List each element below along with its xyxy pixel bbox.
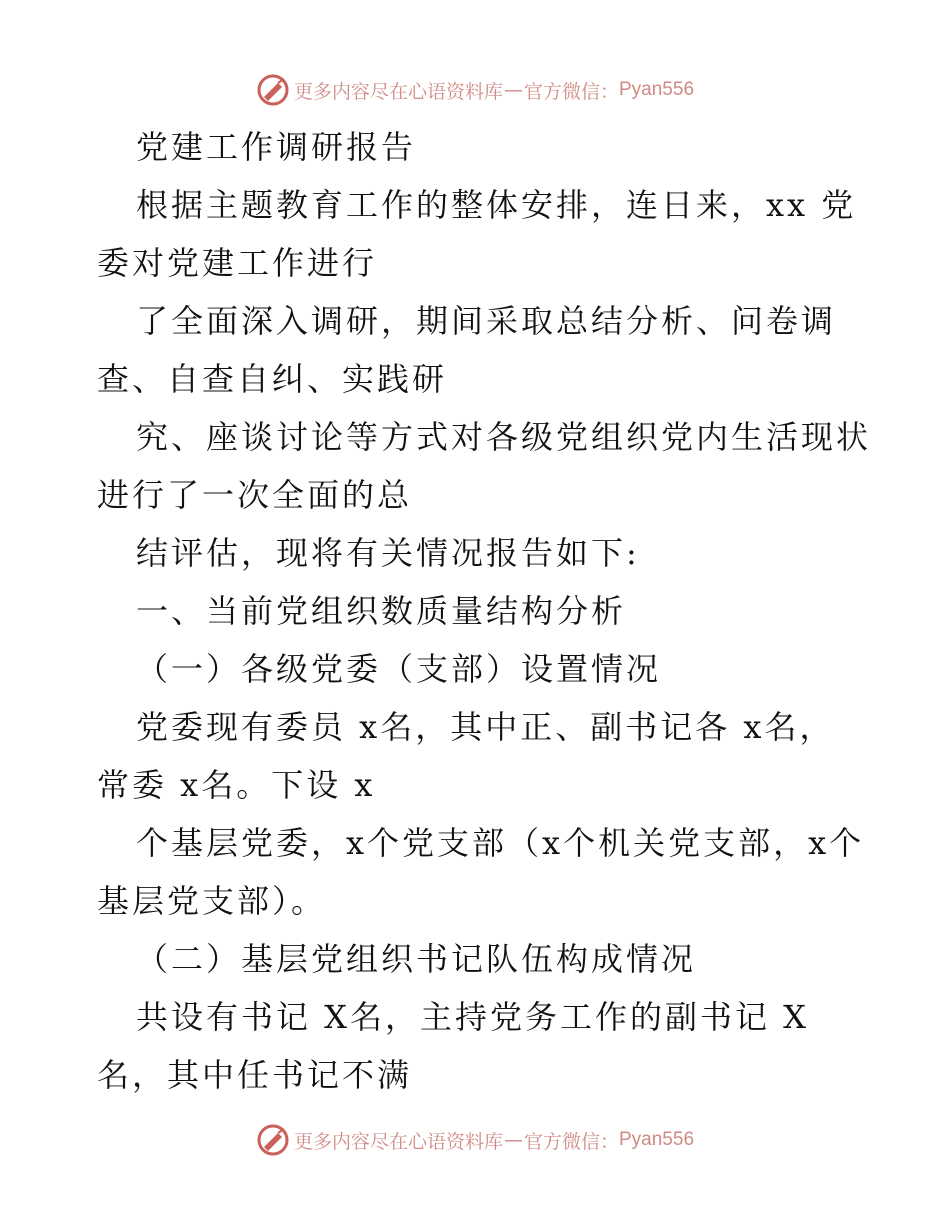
subsection-heading: （一）各级党委（支部）设置情况 <box>136 650 662 688</box>
paragraph-line: 结评估，现将有关情况报告如下: <box>136 534 640 572</box>
paragraph-line: 委对党建工作进行 <box>97 244 378 282</box>
paragraph-line: 了全面深入调研，期间采取总结分析、问卷调 <box>136 302 837 340</box>
watermark-contact-label: 官方微信： <box>523 80 619 103</box>
subsection-heading: （二）基层党组织书记队伍构成情况 <box>136 940 697 978</box>
pen-seal-logo-icon <box>256 73 290 107</box>
watermark-main-text: 更多内容尽在心语资料库 <box>293 80 503 103</box>
watermark-separator: — <box>503 79 523 101</box>
paragraph-line: 名，其中任书记不满 <box>97 1056 413 1094</box>
watermark-separator: — <box>503 1129 523 1151</box>
section-heading: 一、当前党组织数质量结构分析 <box>136 592 627 630</box>
paragraph-line: 个基层党委，x个党支部（x个机关党支部，x个 <box>136 824 865 862</box>
document-title: 党建工作调研报告 <box>136 128 417 166</box>
watermark-id: Pyan556 <box>619 79 695 100</box>
paragraph-line: 共设有书记 X名，主持党务工作的副书记 X <box>136 998 809 1036</box>
watermark-main-text: 更多内容尽在心语资料库 <box>293 1130 503 1153</box>
paragraph-line: 基层党支部）。 <box>97 882 327 920</box>
paragraph-line: 进行了一次全面的总 <box>97 476 413 514</box>
paragraph-line: 查、自查自纠、实践研 <box>97 360 448 398</box>
footer-watermark <box>0 1120 950 1160</box>
header-watermark <box>0 70 950 110</box>
pen-seal-logo-icon <box>256 1123 290 1157</box>
paragraph-line: 根据主题教育工作的整体安排，连日来，xx 党 <box>136 186 857 224</box>
paragraph-line: 常委 x名。下设 x <box>97 766 376 804</box>
paragraph-line: 党委现有委员 x名，其中正、副书记各 x名， <box>136 708 835 746</box>
paragraph-line: 究、座谈讨论等方式对各级党组织党内生活现状 <box>136 418 872 456</box>
watermark-contact-label: 官方微信： <box>523 1130 619 1153</box>
watermark-id: Pyan556 <box>619 1129 695 1150</box>
